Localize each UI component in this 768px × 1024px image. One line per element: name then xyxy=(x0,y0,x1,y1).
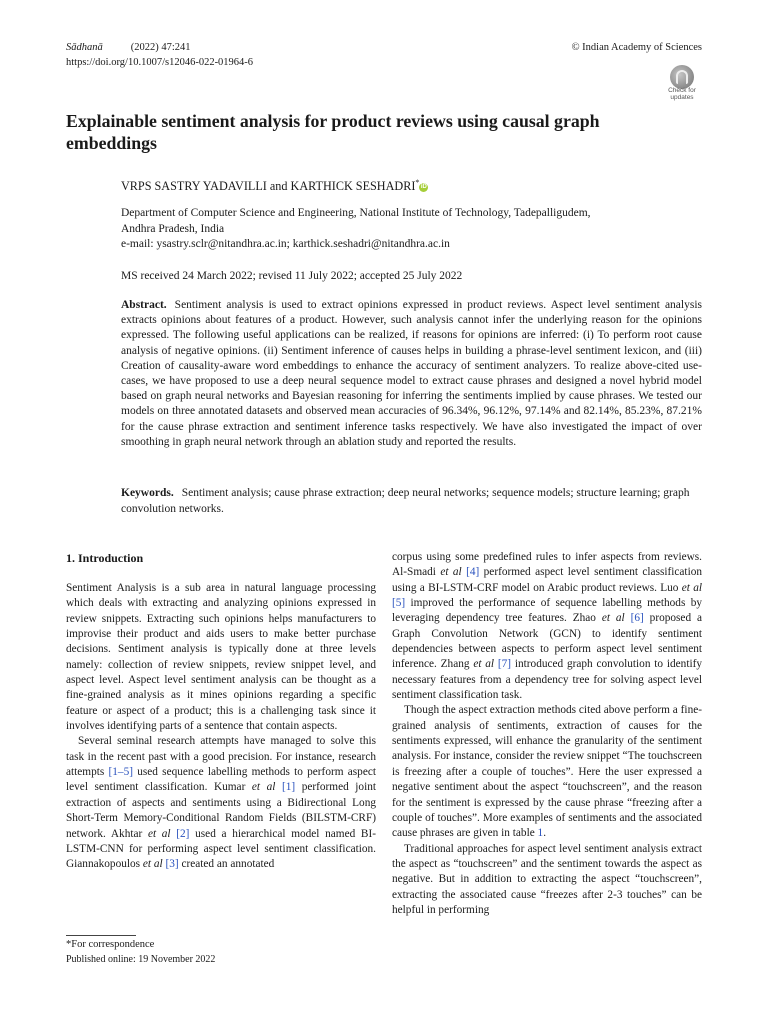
check-for-updates-badge[interactable] xyxy=(662,65,702,103)
volume-info: (2022) 47:241 xyxy=(130,42,191,53)
left-column xyxy=(66,581,376,873)
right-column xyxy=(392,550,702,918)
affiliation-line-2: Andhra Pradesh, India xyxy=(121,222,225,235)
keywords-label: Keywords. xyxy=(121,487,174,499)
correspondence-mark: * xyxy=(415,178,420,187)
abstract-text: Sentiment analysis is used to extract opinions expressed in product reviews. Aspect level sentiment analysis extracts opinions about features of a product. However, such analysis cannot infer the underlying reason for the opinions expressed. The following useful applications can be realized, if reasons for opinions are inferred: (i) To perform root cause analysis of negative opinions. (ii) Sentiment inference of causes helps in building a phrase-level sentiment lexicon, and (iii) Creation of causality-aware word embeddings to enhance the accuracy of sentiment analyzers. To realize above-cited use-cases, we have proposed to use a deep neural sequence model to extract cause phrases and designed a novel hybrid model based on graph neural networks and Bayesian reasoning for inferring the sentiments implied by cause phrases. We tested our models on three annotated datasets and observed mean accuracies of 96.34%, 96.12%, 97.14% and 82.14%, 85.23%, 87.21% for the cause phrase extraction and sentiment inference tasks respectively. We have also investigated the impact of over smoothing in graph neural network through an ablation study and reported the results. xyxy=(121,299,702,448)
crossmark-icon xyxy=(670,65,694,89)
affiliation xyxy=(121,206,721,253)
citation-link[interactable]: [5] xyxy=(392,597,406,610)
published-date: Published online: 19 November 2022 xyxy=(66,954,216,965)
paragraph: Traditional approaches for aspect level sentiment analysis extract the aspect as “touchscreen” and the sentiment towards the aspect as negative. But in addition to extracting the aspect “touchscreen”, extracting the associated cause “freezes after 2-3 touches” can be helpful in performing xyxy=(392,842,702,916)
author-names: VRPS SASTRY YADAVILLI and KARTHICK SESHADRI xyxy=(121,179,416,194)
journal-name: Sādhanā xyxy=(66,42,103,53)
email-line: e-mail: ysastry.sclr@nitandhra.ac.in; karthick.seshadri@nitandhra.ac.in xyxy=(121,238,450,250)
citation-link[interactable]: [6] xyxy=(630,612,644,625)
paragraph: Sentiment Analysis is a sub area in natural language processing which deals with extracting and analyzing opinions expressed in review snippets. Extracting such opinions helps manufacturers to improvise their product and aids users to make better purchase decisions. Sentiment analysis is typically done at three levels namely: collection of review snippets, review snippet level, and aspect level. Aspect level sentiment analysis can be thought as a fine-grained analysis as it mines opinions regarding a specific feature or aspect of a product; this is a challenging task since it involves identifying parts of a sentence that contain aspects. xyxy=(66,582,376,733)
citation-link[interactable]: [7] xyxy=(497,658,512,671)
journal-line xyxy=(66,40,191,55)
abstract xyxy=(121,298,702,450)
footnote-rule xyxy=(66,935,136,936)
orcid-icon[interactable]: iD xyxy=(420,184,427,191)
keywords xyxy=(121,486,702,517)
publisher: © Indian Academy of Sciences xyxy=(571,42,702,53)
authors xyxy=(121,175,428,194)
citation-link[interactable]: [4] xyxy=(466,566,480,579)
doi-link[interactable]: https://doi.org/10.1007/s12046-022-01964-6 xyxy=(66,57,254,68)
citation-link[interactable]: [1–5] xyxy=(108,766,133,779)
table-link[interactable]: 1 xyxy=(537,827,544,840)
section-heading: 1. Introduction xyxy=(66,551,144,565)
paragraph: Though the aspect extraction methods cited above perform a fine-grained analysis of sentiments, extraction of causes for the sentiments expressed, will enhance the granularity of the sentiment analysis. For instance, consider the review snippet “The touchscreen is freezing after a couple of touches”. Here the user expressed a negative sentiment about the aspect “touchscreen”, and the reason for the sentiment is expressed by the cause phrase “freezing after a couple of touches”. More examples of sentiments and the associated cause phrases are given in table 1. xyxy=(392,704,702,840)
crossmark-label: Check for updates xyxy=(668,87,696,101)
affiliation-line-1: Department of Computer Science and Engineering, National Institute of Technology, Tadepalligudem, xyxy=(121,207,591,219)
keywords-text: Sentiment analysis; cause phrase extraction; deep neural networks; sequence models; structure learning; graph convolution networks. xyxy=(121,487,690,515)
correspondence-note: *For correspondence xyxy=(66,939,155,950)
citation-link[interactable]: [3] xyxy=(165,858,179,871)
abstract-label: Abstract. xyxy=(121,299,167,311)
citation-link[interactable]: [1] xyxy=(281,781,296,794)
received-dates: MS received 24 March 2022; revised 11 July 2022; accepted 25 July 2022 xyxy=(121,270,463,282)
paper-title: Explainable sentiment analysis for product reviews using causal graph embeddings xyxy=(66,111,600,153)
paragraph: Several seminal research attempts have managed to solve this task in the recent past with a good precision. For instance, research attempts [1–5] used sequence labelling methods to perform aspect level sentiment classification. Kumar et al [1] performed joint extraction of aspects and sentiments using a Bidirectional Long Short-Term Memory-Conditional Random Fields (BILSTM-CRF) network. Akhtar et al [2] used a hierarchical model named BI-LSTM-CNN for performing aspect level sentiment classification. Giannakopoulos et al [3] created an annotated xyxy=(66,735,377,871)
citation-link[interactable]: [2] xyxy=(176,827,190,840)
paragraph: corpus using some predefined rules to infer aspects from reviews. Al-Smadi et al [4] performed aspect level sentiment classification using a BI-LSTM-CRF model on Arabic product reviews. Luo et al [5] improved the performance of sequence labelling methods by leveraging dependency tree features. Zhao et al [6] proposed a Graph Convolution Network (GCN) to identify sentiment dependencies between aspects to perform aspect level sentiment inference. Zhang et al [7] introduced graph convolution to identify necessary features from a dependency tree for solving aspect level sentiment classification task. xyxy=(392,551,703,702)
